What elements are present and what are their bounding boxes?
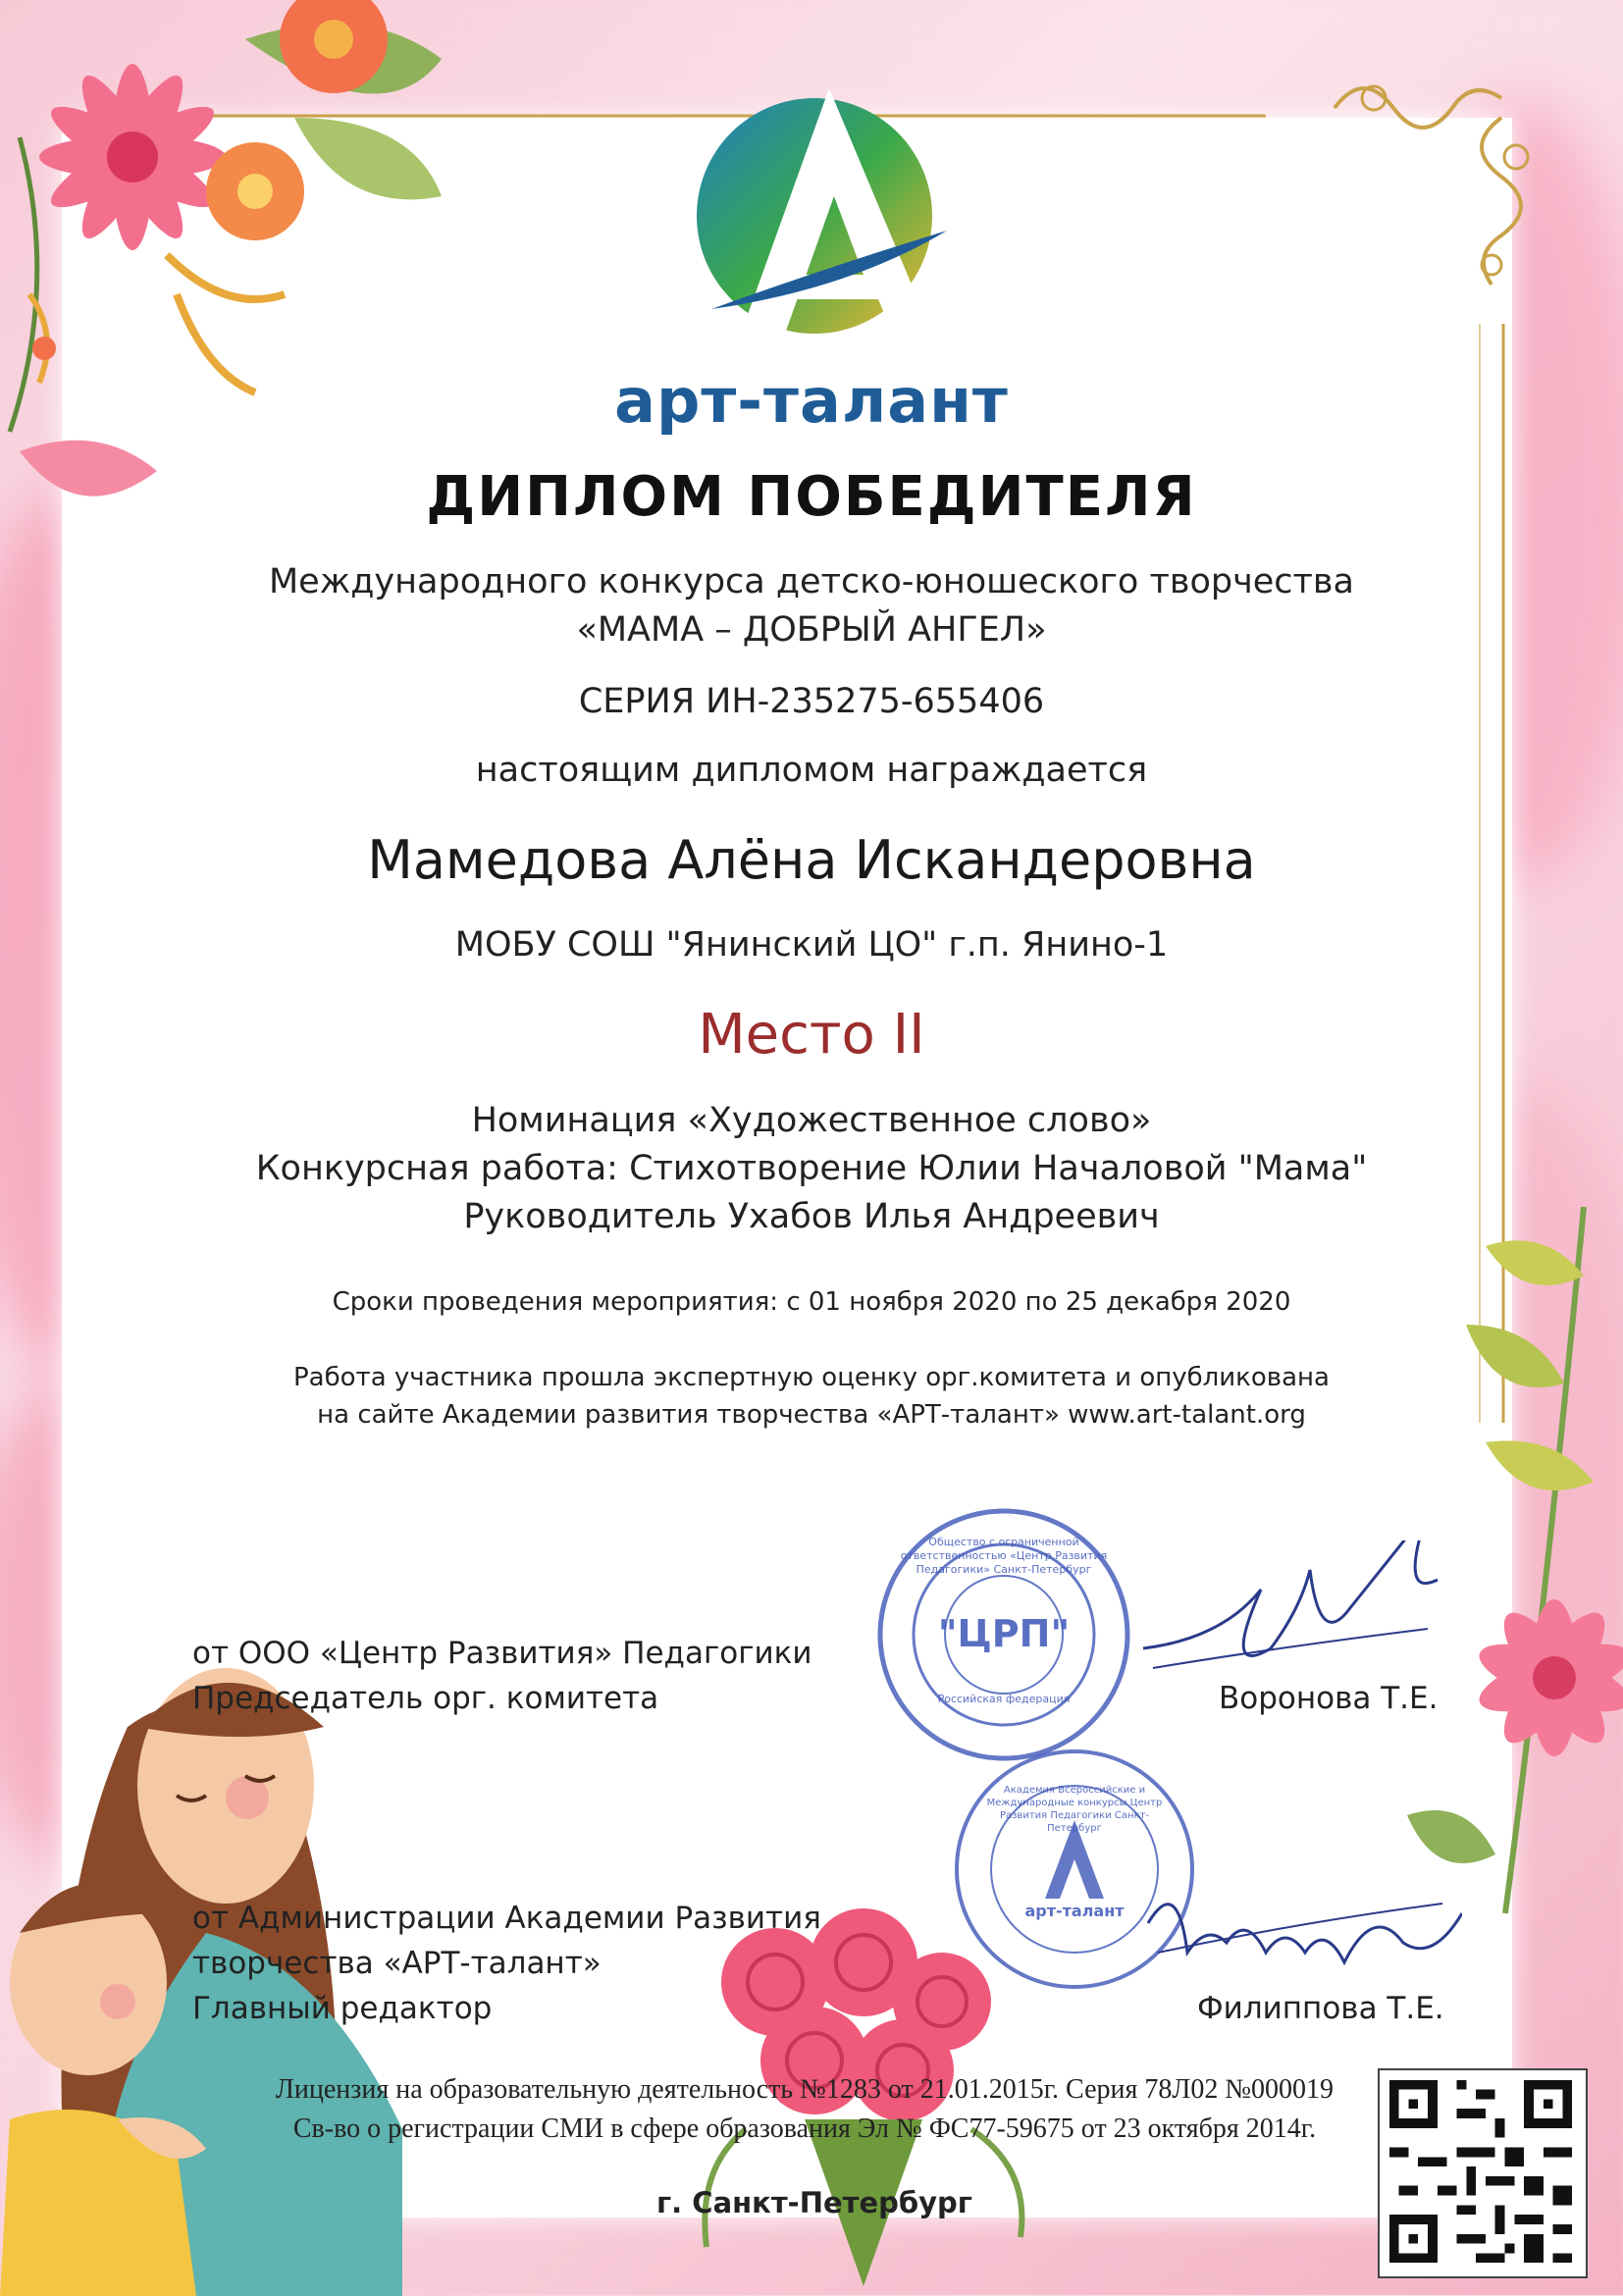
stamp-crp-inner-text: Российская федерация bbox=[937, 1693, 1071, 1705]
signer-2-name: Филиппова Т.Е. bbox=[1197, 1991, 1444, 2026]
city: г. Санкт-Петербург bbox=[656, 2186, 972, 2219]
diploma-title: ДИПЛОМ ПОБЕДИТЕЛЯ bbox=[426, 465, 1197, 529]
qr-code[interactable] bbox=[1378, 2068, 1588, 2278]
stamp-crp bbox=[875, 1506, 1132, 1763]
stamp-art-talant-label: арт-талант bbox=[1024, 1902, 1125, 1920]
competition-work: Конкурсная работа: Стихотворение Юлии Началовой "Мама" bbox=[255, 1149, 1368, 1188]
qr-code-pattern bbox=[1380, 2070, 1582, 2272]
logo-text: арт-талант bbox=[614, 365, 1009, 437]
signature-filippova bbox=[1138, 1864, 1462, 2002]
review-line-1: Работа участника прошла экспертную оценку орг.комитета и опубликована bbox=[293, 1363, 1330, 1392]
license-text: Лицензия на образовательную деятельность №1283 от 21.01.2015г. Серия 78Л02 №000019 bbox=[275, 2074, 1335, 2105]
org2-line-1: от Администрации Академии Развития bbox=[192, 1901, 821, 1936]
event-dates: Сроки проведения мероприятия: с 01 ноября 2020 по 25 декабря 2020 bbox=[332, 1287, 1291, 1317]
signer-1-name: Воронова Т.Е. bbox=[1219, 1681, 1439, 1716]
registration-text: Св-во о регистрации СМИ в сфере образования Эл № ФС77-59675 от 23 октября 2014г. bbox=[292, 2113, 1317, 2144]
stamp-art-talant-ring-text: Академия Всероссийские и Международные конкурсы Центр Развития Педагогики Санкт-Петербург bbox=[986, 1785, 1163, 1834]
supervisor: Руководитель Ухабов Илья Андреевич bbox=[463, 1197, 1160, 1236]
signature-voronova bbox=[1133, 1540, 1447, 1697]
review-line-2: на сайте Академии развития творчества «АРТ-талант» www.art-talant.org bbox=[317, 1400, 1306, 1430]
series-number: СЕРИЯ ИН-235275-655406 bbox=[578, 682, 1045, 721]
awarded-text: настоящим дипломом награждается bbox=[475, 751, 1148, 790]
recipient-name: Мамедова Алёна Искандеровна bbox=[367, 829, 1256, 891]
nomination: Номинация «Художественное слово» bbox=[471, 1101, 1152, 1140]
school-name: МОБУ СОШ "Янинский ЦО" г.п. Янино-1 bbox=[454, 925, 1169, 965]
stamp-crp-ring-text: Общество с ограниченной ответственностью «Центр Развития Педагогики» Санкт-Петербург bbox=[900, 1536, 1108, 1576]
org1-line-1: от ООО «Центр Развития» Педагогики bbox=[192, 1636, 812, 1671]
org2-line-3: Главный редактор bbox=[192, 1991, 493, 2026]
contest-line-1: Международного конкурса детско-юношеского творчества bbox=[268, 562, 1355, 601]
art-talant-logo-icon bbox=[682, 78, 947, 343]
contest-line-2: «МАМА – ДОБРЫЙ АНГЕЛ» bbox=[576, 610, 1047, 650]
stamp-crp-label: "ЦРП" bbox=[937, 1612, 1071, 1655]
org2-line-2: творчества «АРТ-талант» bbox=[192, 1946, 602, 1981]
place-award: Место II bbox=[698, 1003, 925, 1067]
org1-line-2: Председатель орг. комитета bbox=[192, 1681, 659, 1716]
